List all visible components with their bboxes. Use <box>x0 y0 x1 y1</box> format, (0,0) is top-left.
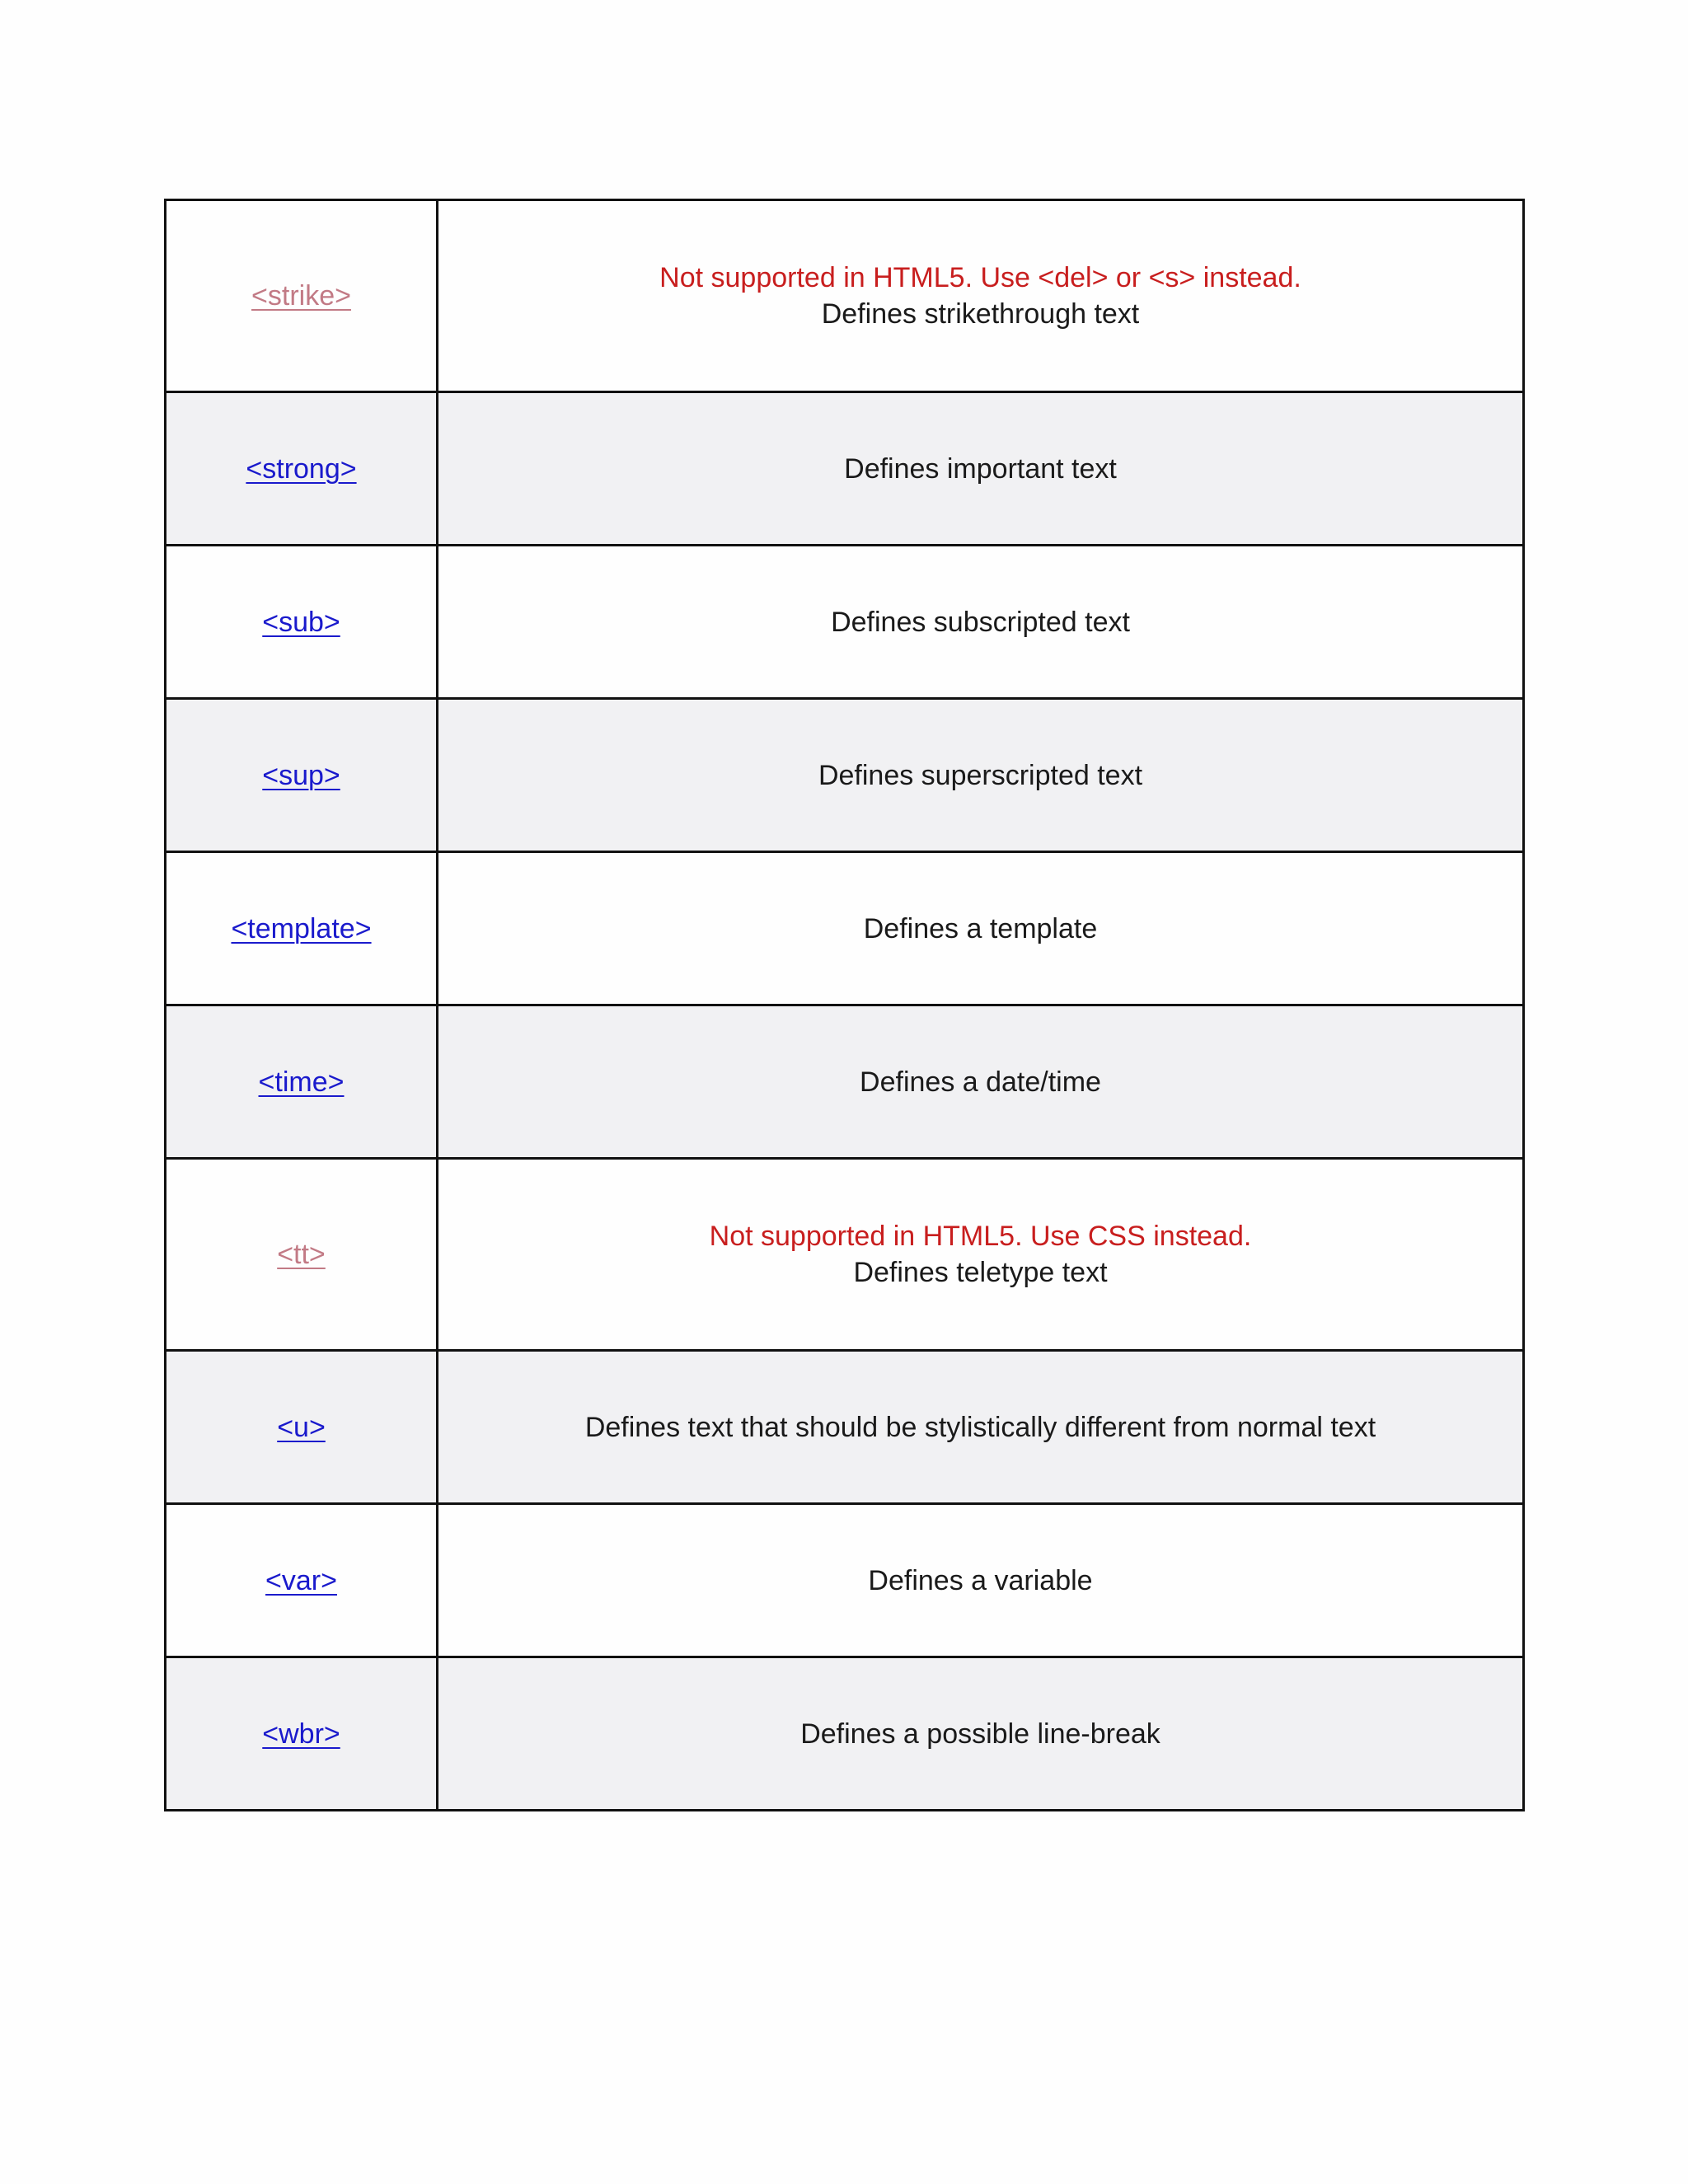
tag-cell <box>166 852 438 1005</box>
description-cell <box>438 852 1524 1005</box>
tag-description: Defines a possible line-break <box>800 1718 1160 1750</box>
table-row <box>166 1657 1524 1811</box>
tag-cell <box>166 1504 438 1657</box>
tag-description: Defines a template <box>863 912 1098 944</box>
tag-cell <box>166 699 438 852</box>
tag-description: Defines teletype text <box>853 1257 1108 1288</box>
table-row <box>166 1504 1524 1657</box>
tag-description: Defines subscripted text <box>831 606 1130 638</box>
description-cell <box>438 699 1524 852</box>
description-cell <box>438 200 1524 392</box>
tag-cell <box>166 1351 438 1504</box>
tag-link-strong[interactable]: <strong> <box>246 452 357 485</box>
tag-link-strike[interactable]: <strike> <box>251 280 351 312</box>
tag-description: Defines a variable <box>868 1564 1093 1596</box>
tag-link-wbr[interactable]: <wbr> <box>262 1718 340 1750</box>
table-row <box>166 1159 1524 1351</box>
tag-description: Defines important text <box>844 452 1117 485</box>
tag-cell <box>166 392 438 546</box>
tag-cell <box>166 1005 438 1159</box>
description-cell <box>438 546 1524 699</box>
description-cell <box>438 1657 1524 1811</box>
table-row <box>166 699 1524 852</box>
description-cell <box>438 1005 1524 1159</box>
table-row <box>166 852 1524 1005</box>
tag-cell <box>166 200 438 392</box>
tag-cell <box>166 546 438 699</box>
html-tags-table <box>164 199 1525 1811</box>
table-row <box>166 1005 1524 1159</box>
tag-link-var[interactable]: <var> <box>265 1564 337 1596</box>
deprecation-warning: Not supported in HTML5. Use CSS instead. <box>709 1221 1252 1252</box>
table-row <box>166 200 1524 392</box>
table-row <box>166 1351 1524 1504</box>
tag-cell <box>166 1657 438 1811</box>
tag-cell <box>166 1159 438 1351</box>
tag-description: Defines a date/time <box>860 1066 1101 1098</box>
description-cell <box>438 1159 1524 1351</box>
deprecation-warning: Not supported in HTML5. Use <del> or <s> instead. <box>659 262 1301 293</box>
description-cell <box>438 1351 1524 1504</box>
tag-link-tt[interactable]: <tt> <box>277 1239 326 1270</box>
tag-link-sup[interactable]: <sup> <box>262 759 340 791</box>
tag-link-template[interactable]: <template> <box>231 912 372 944</box>
table-row <box>166 392 1524 546</box>
table-row <box>166 546 1524 699</box>
tag-link-time[interactable]: <time> <box>258 1066 345 1098</box>
tag-description: Defines superscripted text <box>818 759 1143 791</box>
description-cell <box>438 392 1524 546</box>
tag-link-u[interactable]: <u> <box>277 1411 326 1443</box>
tag-description: Defines strikethrough text <box>821 298 1140 330</box>
tag-link-sub[interactable]: <sub> <box>262 606 340 638</box>
description-cell <box>438 1504 1524 1657</box>
tag-description: Defines text that should be stylistically different from normal text <box>584 1411 1376 1443</box>
